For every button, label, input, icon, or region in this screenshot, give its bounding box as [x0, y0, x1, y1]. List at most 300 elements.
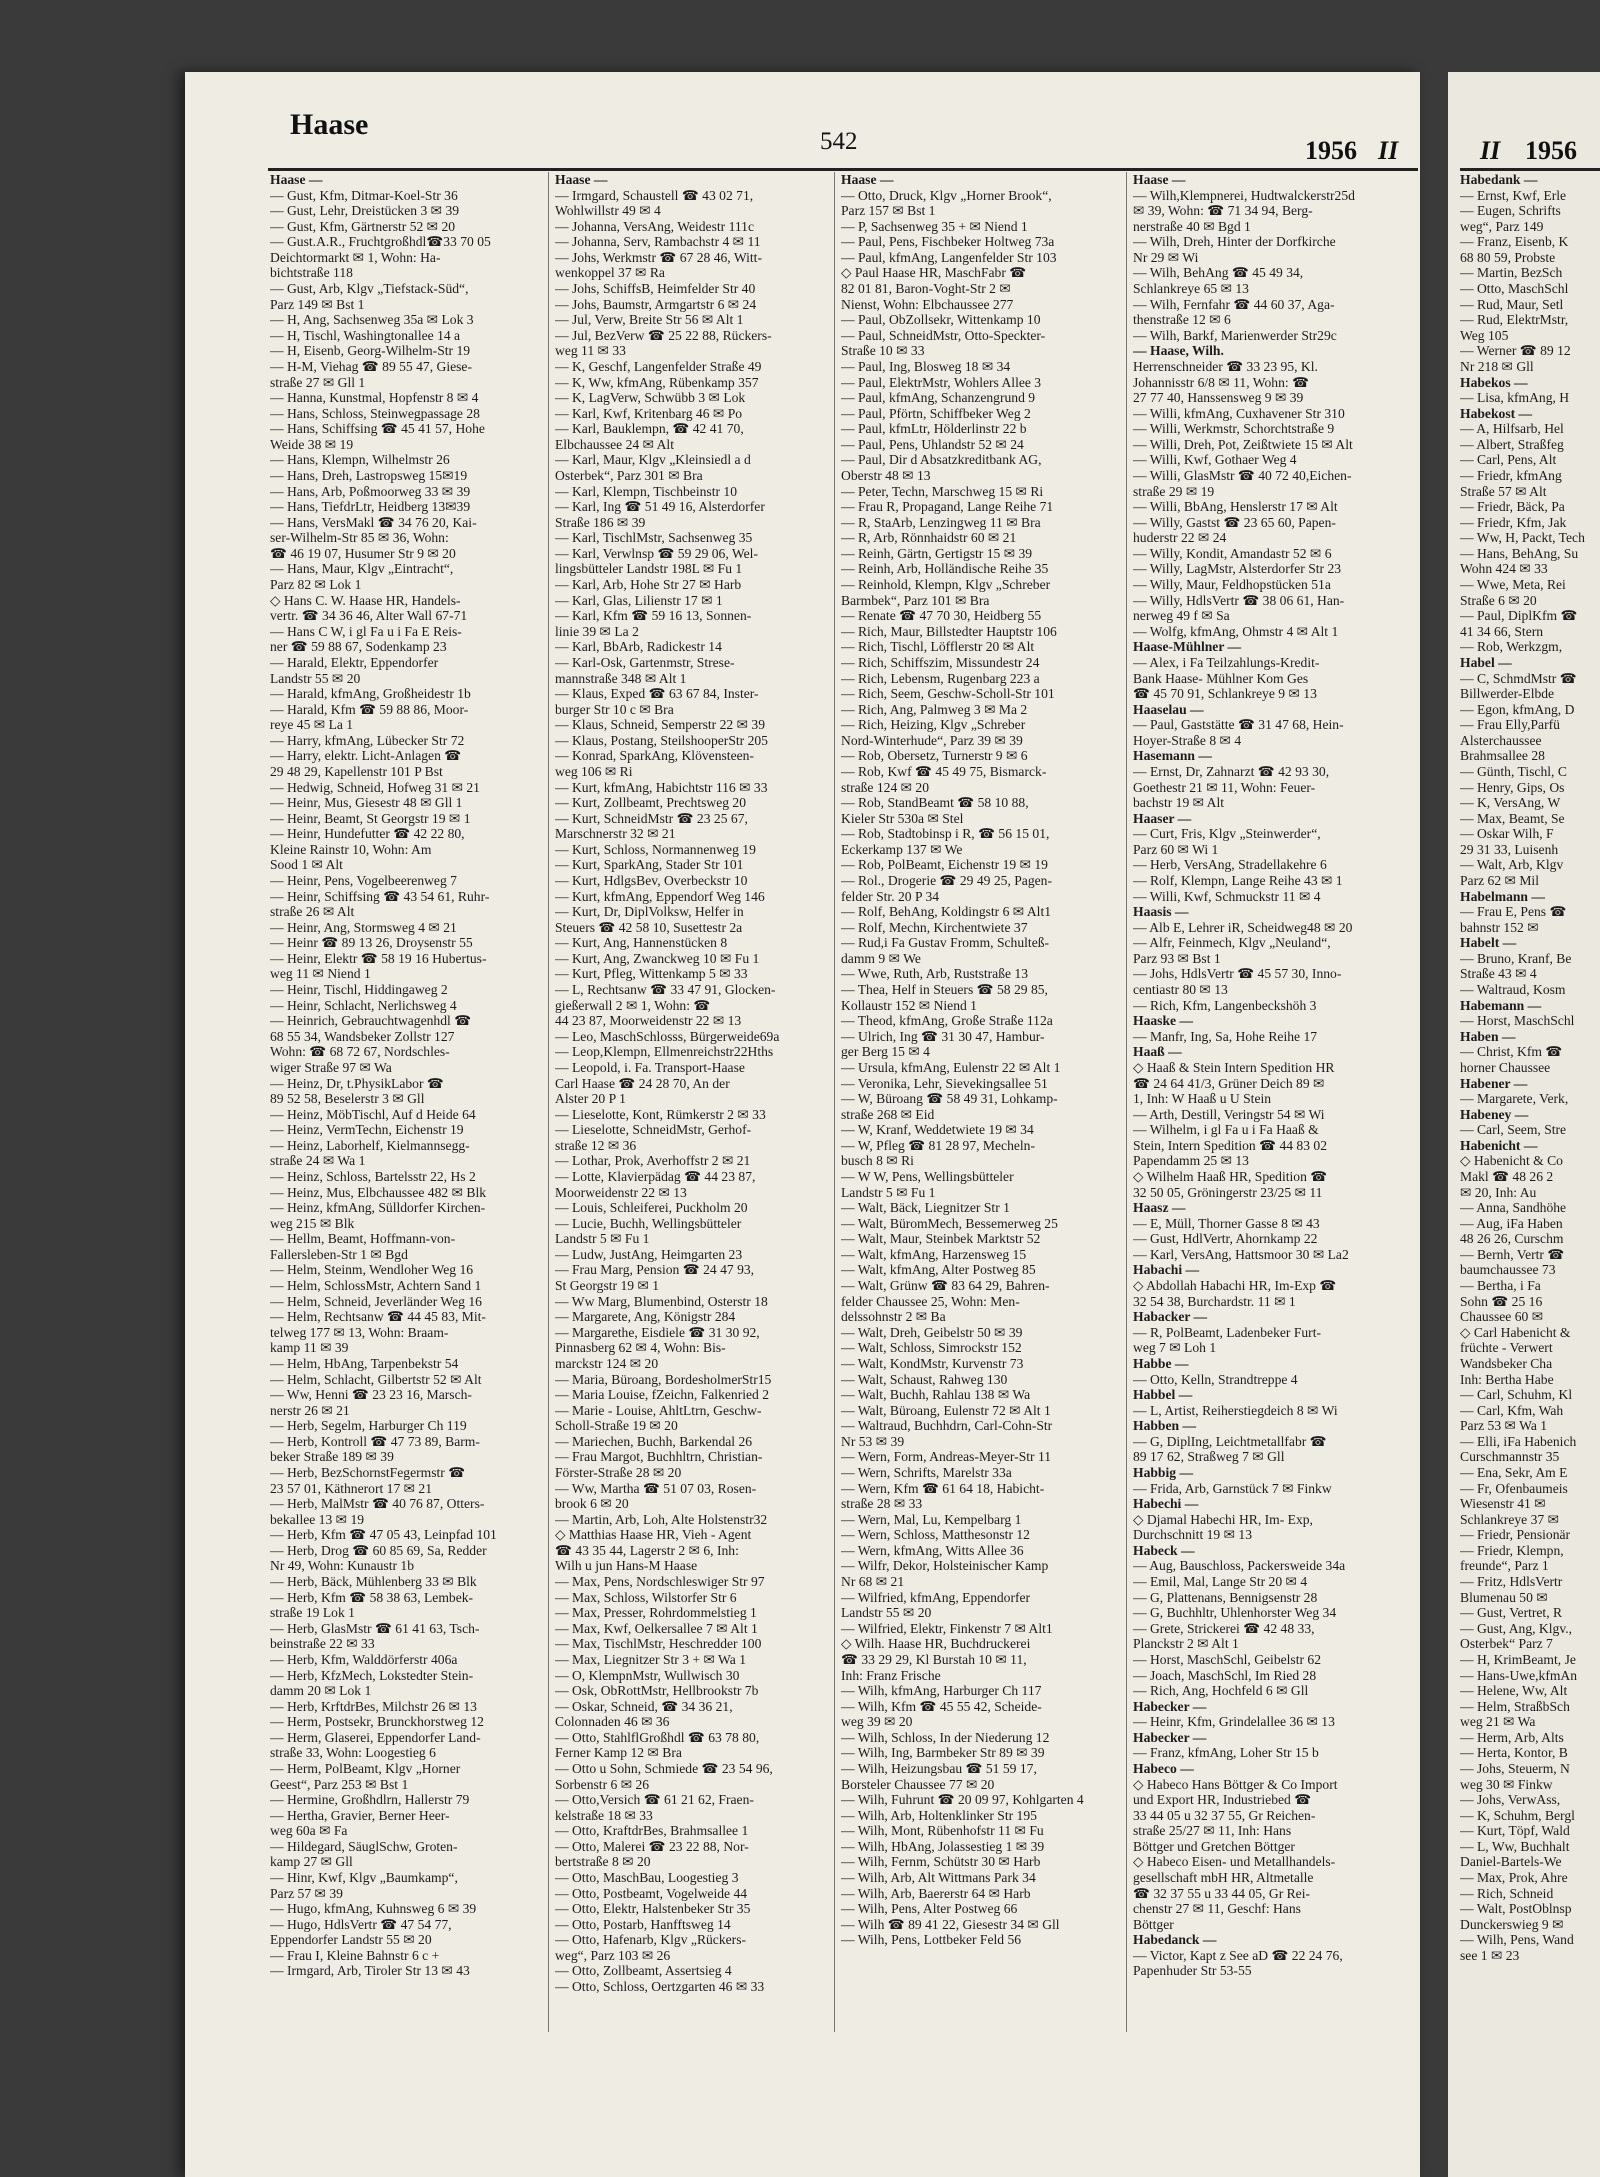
directory-entry-line: — Hans, VersMakl ☎ 34 76 20, Kai- — [270, 514, 477, 530]
directory-entry-line: — Johs, HdlsVertr ☎ 45 57 30, Inno- — [1133, 966, 1342, 982]
directory-entry-line: Hoyer-Straße 8 ✉ 4 — [1133, 732, 1242, 748]
directory-entry-line: — Rich, Schneid — [1460, 1885, 1554, 1901]
directory-entry-line: — Otto, Druck, Klgv „Horner Brook“, — [841, 187, 1052, 203]
directory-entry-line: ◇ Matthias Haase HR, Vieh - Agent — [555, 1527, 752, 1543]
directory-entry-line: 32 50 05, Gröningerstr 23/25 ✉ 11 — [1133, 1184, 1323, 1200]
directory-entry-line: — Lucie, Buchh, Wellingsbütteler — [555, 1215, 742, 1231]
directory-entry-line: — Heinz, Mus, Elbchaussee 482 ✉ Blk — [270, 1184, 487, 1200]
directory-entry-line: — Heinr, Schlacht, Nerlichsweg 4 — [270, 997, 457, 1013]
directory-entry-line: weg“, Parz 103 ✉ 26 — [555, 1947, 671, 1963]
directory-entry-line: — Henry, Gips, Os — [1460, 779, 1565, 795]
column-divider — [834, 172, 835, 2032]
directory-entry-line: straße 12 ✉ 36 — [555, 1137, 637, 1153]
directory-entry-line: — Thea, Helf in Steuers ☎ 58 29 85, — [841, 982, 1048, 998]
directory-entry-line: Haase — — [555, 172, 608, 187]
directory-entry-line: — Rolf, Klempn, Lange Reihe 43 ✉ 1 — [1133, 873, 1343, 889]
directory-entry-line: ☎ 24 64 41/3, Grüner Deich 89 ✉ — [1133, 1075, 1325, 1091]
directory-entry-line: — Hans, Dreh, Lastropsweg 15✉19 — [270, 467, 468, 483]
directory-entry-line: Parz 157 ✉ Bst 1 — [841, 203, 936, 219]
directory-entry-line: bachstr 19 ✉ Alt — [1133, 795, 1225, 811]
directory-entry-line: Haase — — [270, 172, 323, 187]
directory-entry-line: — Willi, Dreh, Pot, Zeißtwiete 15 ✉ Alt — [1133, 436, 1353, 452]
directory-entry-line: — Harry, kfmAng, Lübecker Str 72 — [270, 732, 465, 748]
directory-entry-line: centiastr 80 ✉ 13 — [1133, 982, 1228, 998]
directory-entry-line: — Karl, Maur, Klgv „Kleinsiedl a d — [555, 452, 751, 468]
directory-entry-line: — Herb, Drog ☎ 60 85 69, Sa, Redder — [270, 1542, 487, 1558]
directory-entry-line: — Hanna, Kunstmal, Hopfenstr 8 ✉ 4 — [270, 390, 479, 406]
directory-entry-line: — Hans, Arb, Poßmoorweg 33 ✉ 39 — [270, 483, 471, 499]
directory-entry-line: Kleine Rainstr 10, Wohn: Am — [270, 841, 432, 857]
directory-entry-line: — Osk, ObRottMstr, Hellbrookstr 7b — [555, 1683, 759, 1699]
directory-entry-line: — Joach, MaschSchl, Im Ried 28 — [1133, 1667, 1317, 1683]
directory-entry-line: burger Str 10 c ✉ Bra — [555, 701, 674, 717]
directory-entry-line: Parz 149 ✉ Bst 1 — [270, 296, 365, 312]
directory-entry-line: — Reinhold, Klempn, Klgv „Schreber — [841, 577, 1051, 593]
directory-entry-line: ☎ 46 19 07, Husumer Str 9 ✉ 20 — [270, 545, 456, 561]
directory-entry-line: — R, StaArb, Lenzingweg 11 ✉ Bra — [841, 514, 1041, 530]
directory-entry-line: — Willi, kfmAng, Cuxhavener Str 310 — [1133, 405, 1345, 421]
directory-entry-line: Durchschnitt 19 ✉ 13 — [1133, 1527, 1252, 1543]
directory-entry-line: — Waltraud, Kosm — [1460, 982, 1566, 998]
directory-entry-line: — K, Schuhm, Bergl — [1460, 1807, 1575, 1823]
directory-entry-line: — Bertha, i Fa — [1460, 1278, 1541, 1294]
directory-entry-line: — Rud, ElektrMstr, — [1460, 312, 1569, 328]
directory-entry-line: — Margarete, Ang, Königstr 284 — [555, 1309, 736, 1325]
directory-entry-line: — Max, Liegnitzer Str 3 + ✉ Wa 1 — [555, 1651, 746, 1667]
directory-entry-line: — Manfr, Ing, Sa, Hohe Reihe 17 — [1133, 1028, 1318, 1044]
directory-entry-line: — Heinr, Hundefutter ☎ 42 22 80, — [270, 826, 465, 842]
directory-entry-line: nerstraße 40 ✉ Bgd 1 — [1133, 218, 1251, 234]
directory-entry-line: — Horst, MaschSchl, Geibelstr 62 — [1133, 1651, 1322, 1667]
directory-entry-line: — Wilh, Pens, Lottbeker Feld 56 — [841, 1932, 1022, 1948]
directory-entry-line: Borsteler Chaussee 77 ✉ 20 — [841, 1776, 995, 1792]
directory-entry-line: damm 9 ✉ We — [841, 950, 921, 966]
directory-entry-line: Haase-Mühlner — — [1133, 639, 1242, 655]
directory-entry-line: — Ena, Sekr, Am E — [1460, 1464, 1568, 1480]
directory-entry-line: ◇ Habenicht & Co — [1460, 1153, 1563, 1169]
directory-entry-line: — Herta, Kontor, B — [1460, 1745, 1568, 1761]
directory-entry-line: — Herm, PolBeamt, Klgv „Horner — [270, 1760, 461, 1776]
directory-entry-line: — Werner ☎ 89 12 — [1460, 343, 1571, 359]
column-divider — [1126, 172, 1127, 2032]
directory-entry-line: Habbel — — [1133, 1387, 1193, 1403]
directory-entry-line: — Heinr, Pens, Vogelbeerenweg 7 — [270, 873, 457, 889]
directory-entry-line: — Marie - Louise, AhltLtrn, Geschw- — [555, 1402, 762, 1418]
directory-entry-line: Oberstr 48 ✉ 13 — [841, 467, 931, 483]
directory-entry-line: Brahmsallee 28 — [1460, 748, 1545, 764]
directory-entry-line: Straße 43 ✉ 4 — [1460, 966, 1537, 982]
directory-entry-line: — Rud,i Fa Gustav Fromm, Schulteß- — [841, 935, 1050, 951]
directory-entry-line: — Frau R, Propagand, Lange Reihe 71 — [841, 499, 1054, 515]
directory-entry-line: — Paul, kfmAng, Schanzengrund 9 — [841, 390, 1036, 406]
directory-entry-line: — Alex, i Fa Teilzahlungs-Kredit- — [1133, 654, 1320, 670]
directory-entry-line: ◇ Haaß & Stein Intern Spedition HR — [1133, 1059, 1335, 1075]
directory-entry-line: — Otto, Elektr, Halstenbeker Str 35 — [555, 1901, 751, 1917]
directory-column-2 — [555, 172, 827, 1995]
directory-entry-line: — Lothar, Prok, Averhoffstr 2 ✉ 21 — [555, 1153, 751, 1169]
directory-entry-line: — Hertha, Gravier, Berner Heer- — [270, 1807, 450, 1823]
directory-entry-line: — Max, Schloss, Wilstorfer Str 6 — [555, 1589, 737, 1605]
directory-entry-line: — Wilh, Fuhrunt ☎ 20 09 97, Kohlgarten 4 — [841, 1792, 1084, 1808]
directory-entry-line: — Rol., Drogerie ☎ 29 49 25, Pagen- — [841, 873, 1052, 889]
directory-entry-line: — Karl, Bauklempn, ☎ 42 41 70, — [555, 421, 744, 437]
directory-entry-line: Sorbenstr 6 ✉ 26 — [555, 1776, 650, 1792]
directory-entry-line: — Albert, Straßfeg — [1460, 436, 1564, 452]
directory-entry-line: Barmbek“, Parz 101 ✉ Bra — [841, 592, 990, 608]
directory-entry-line: 27 77 40, Hanssensweg 9 ✉ 39 — [1133, 390, 1304, 406]
directory-entry-line: — Walt, Büroang, Eulenstr 72 ✉ Alt 1 — [841, 1402, 1051, 1418]
directory-entry-line: 48 26 26, Curschm — [1460, 1231, 1564, 1247]
directory-entry-line: Blumenau 50 ✉ — [1460, 1589, 1548, 1605]
directory-entry-line: Marschnerstr 32 ✉ 21 — [555, 826, 676, 842]
next-page-year: 1956 — [1525, 136, 1577, 165]
directory-entry-line: — P, Sachsenweg 35 + ✉ Niend 1 — [841, 218, 1028, 234]
directory-entry-line: brook 6 ✉ 20 — [555, 1496, 629, 1512]
directory-entry-line: — Friedr, Pensionär — [1460, 1527, 1571, 1543]
directory-entry-line: — Wwe, Ruth, Arb, Ruststraße 13 — [841, 966, 1029, 982]
directory-entry-line: Habel — — [1460, 654, 1512, 670]
directory-entry-line: 44 23 87, Moorweidenstr 22 ✉ 13 — [555, 1013, 742, 1029]
directory-entry-line: — Friedr, Klempn, — [1460, 1542, 1564, 1558]
directory-entry-line: — Hans, BehAng, Su — [1460, 545, 1579, 561]
directory-entry-line: — Paul, Pens, Uhlandstr 52 ✉ 24 — [841, 436, 1024, 452]
directory-entry-line: — G, Plattenans, Bennigsenstr 28 — [1133, 1589, 1318, 1605]
directory-entry-line: Alster 20 P 1 — [555, 1091, 626, 1107]
directory-entry-line: weg 7 ✉ Loh 1 — [1133, 1340, 1217, 1356]
directory-entry-line: ◇ Hans C. W. Haase HR, Handels- — [270, 592, 461, 608]
directory-entry-line: — G, DiplIng, Leichtmetallfabr ☎ — [1133, 1433, 1327, 1449]
directory-entry-line: — Klaus, Exped ☎ 63 67 84, Inster- — [555, 686, 759, 702]
directory-entry-line: — Kurt, Ang, Hannenstücken 8 — [555, 935, 728, 951]
directory-entry-line: St Georgstr 19 ✉ 1 — [555, 1278, 660, 1294]
directory-entry-line: Habedanck — — [1133, 1932, 1217, 1948]
directory-entry-line: — Aug, iFa Haben — [1460, 1215, 1563, 1231]
directory-entry-line: ☎ 33 29 29, Kl Burstah 10 ✉ 11, — [841, 1651, 1027, 1667]
directory-entry-line: — Gust, Vertret, R — [1460, 1605, 1563, 1621]
directory-entry-line: — Johanna, Serv, Rambachstr 4 ✉ 11 — [555, 234, 761, 250]
directory-entry-line: — Heinz, Dr, t.PhysikLabor ☎ — [270, 1075, 444, 1091]
directory-entry-line: — Maria, Büroang, BordesholmerStr15 — [555, 1371, 772, 1387]
directory-entry-line: — Wwe, Meta, Rei — [1460, 577, 1566, 593]
directory-entry-line: telweg 177 ✉ 13, Wohn: Braam- — [270, 1324, 449, 1340]
directory-entry-line: — Kurt, HdlgsBev, Overbeckstr 10 — [555, 873, 748, 889]
directory-entry-line: — Lieselotte, SchneidMstr, Gerhof- — [555, 1122, 752, 1138]
directory-entry-line: — Wern, kfmAng, Witts Allee 36 — [841, 1542, 1024, 1558]
directory-entry-line: — Maria Louise, fZeichn, Falkenried 2 — [555, 1387, 770, 1403]
directory-entry-line: — Otto,Versich ☎ 61 21 62, Fraen- — [555, 1792, 754, 1808]
directory-entry-line: — Wern, Form, Andreas-Meyer-Str 11 — [841, 1449, 1052, 1465]
directory-entry-line: — Heinr ☎ 89 13 26, Droysenstr 55 — [270, 935, 473, 951]
directory-entry-line: — Willy, Gastst ☎ 23 65 60, Papen- — [1133, 514, 1336, 530]
directory-entry-line: — Martin, Arb, Loh, Alte Holstenstr32 — [555, 1511, 768, 1527]
directory-entry-line: straße 25/27 ✉ 11, Inh: Hans — [1133, 1823, 1292, 1839]
directory-entry-line: — Max, Presser, Rohrdommelstieg 1 — [555, 1605, 757, 1621]
directory-entry-line: — Johs, Baumstr, Armgartstr 6 ✉ 24 — [555, 296, 757, 312]
directory-entry-line: — Friedr, Kfm, Jak — [1460, 514, 1567, 530]
directory-entry-line: — Rob, Obersetz, Turnerstr 9 ✉ 6 — [841, 748, 1028, 764]
directory-entry-line: — Otto, Zollbeamt, Assertsieg 4 — [555, 1963, 732, 1979]
directory-entry-line: — Gust, Kfm, Gärtnerstr 52 ✉ 20 — [270, 218, 456, 234]
directory-entry-line: wenkoppel 37 ✉ Ra — [555, 265, 665, 281]
directory-entry-line: — Otto, Postarb, Hanfftsweg 14 — [555, 1916, 731, 1932]
directory-entry-line: weg 215 ✉ Blk — [270, 1215, 355, 1231]
directory-entry-line: — O, KlempnMstr, Wullwisch 30 — [555, 1667, 740, 1683]
directory-entry-line: — Arth, Destill, Veringstr 54 ✉ Wi — [1133, 1106, 1325, 1122]
directory-entry-line: — Louis, Schleiferei, Puckholm 20 — [555, 1200, 748, 1216]
directory-entry-line: ser-Wilhelm-Str 85 ✉ 36, Wohn: — [270, 530, 449, 546]
directory-entry-line: — Harald, Kfm ☎ 59 88 86, Moor- — [270, 701, 469, 717]
directory-entry-line: Papenhuder Str 53-55 — [1133, 1963, 1252, 1979]
directory-entry-line: busch 8 ✉ Ri — [841, 1153, 914, 1169]
directory-entry-line: weg 11 ✉ 33 — [555, 343, 626, 359]
directory-entry-line: — Wilh ☎ 89 41 22, Giesestr 34 ✉ Gll — [841, 1916, 1060, 1932]
directory-entry-line: — Walt, KondMstr, Kurvenstr 73 — [841, 1355, 1024, 1371]
directory-entry-line: — Otto, KraftdrBes, Brahmsallee 1 — [555, 1823, 749, 1839]
directory-entry-line: ◇ Paul Haase HR, MaschFabr ☎ — [841, 265, 1027, 281]
directory-entry-line: — Wilh, HbAng, Jolassestieg 1 ✉ 39 — [841, 1838, 1045, 1854]
directory-entry-line: — Heinz, Schloss, Bartelsstr 22, Hs 2 — [270, 1169, 476, 1184]
directory-entry-line: Habedank — — [1460, 172, 1538, 187]
directory-entry-line: — Heinz, MöbTischl, Auf d Heide 64 — [270, 1106, 476, 1122]
directory-entry-line: — Max, Kwf, Oelkersallee 7 ✉ Alt 1 — [555, 1620, 758, 1636]
directory-entry-line: Haaske — — [1133, 1013, 1194, 1029]
directory-entry-line: — Hildegard, SäuglSchw, Groten- — [270, 1838, 458, 1854]
directory-entry-line: Wandsbeker Cha — [1460, 1355, 1553, 1371]
directory-entry-line: — Walt, Schaust, Rahweg 130 — [841, 1371, 1008, 1387]
directory-entry-line: weg 11 ✉ Niend 1 — [270, 966, 371, 982]
directory-entry-line: lingsbütteler Landstr 198L ✉ Fu 1 — [555, 561, 743, 577]
directory-entry-line: — Ernst, Kwf, Erle — [1460, 187, 1567, 203]
directory-entry-line: — Alfr, Feinmech, Klgv „Neuland“, — [1133, 935, 1331, 951]
directory-column-next-page — [1460, 172, 1600, 1963]
directory-entry-line: Habecker — — [1133, 1698, 1207, 1714]
directory-entry-line: Dunckerswieg 9 ✉ — [1460, 1916, 1564, 1932]
directory-entry-line: — Paul, Ing, Blosweg 18 ✉ 34 — [841, 358, 1011, 374]
directory-entry-line: 82 01 81, Baron-Voght-Str 2 ✉ — [841, 281, 1011, 297]
header-rule — [268, 168, 1418, 171]
directory-entry-line: Habbig — — [1133, 1464, 1194, 1480]
directory-entry-line: — Christ, Kfm ☎ — [1460, 1044, 1563, 1060]
directory-entry-line: 33 44 05 u 32 37 55, Gr Reichen- — [1133, 1807, 1316, 1823]
directory-entry-line: — Hans C W, i gl Fa u i Fa E Reis- — [270, 623, 462, 639]
directory-entry-line: — Wilh, Arb, Alt Wittmans Park 34 — [841, 1870, 1036, 1886]
directory-entry-line: Johannisstr 6/8 ✉ 11, Wohn: ☎ — [1133, 374, 1310, 390]
directory-entry-line: linie 39 ✉ La 2 — [555, 623, 639, 639]
directory-entry-line: — Paul, SchneidMstr, Otto-Speckter- — [841, 327, 1046, 343]
directory-entry-line: ger Berg 15 ✉ 4 — [841, 1044, 930, 1060]
directory-entry-line: Nr 218 ✉ Gll — [1460, 358, 1534, 374]
directory-entry-line: felder Str. 20 P 34 — [841, 888, 940, 904]
directory-entry-line: — Hugo, kfmAng, Kuhnsweg 6 ✉ 39 — [270, 1901, 477, 1917]
directory-entry-line: ◇ Djamal Habechi HR, Im- Exp, — [1133, 1511, 1313, 1527]
directory-entry-line: — Wilh, Fernfahr ☎ 44 60 37, Aga- — [1133, 296, 1335, 312]
directory-entry-line: — Herb, Kfm ☎ 47 05 43, Leinpfad 101 — [270, 1527, 497, 1543]
directory-entry-line: — Otto, Malerei ☎ 23 22 88, Nor- — [555, 1838, 749, 1854]
directory-entry-line: Haase — — [1133, 172, 1186, 187]
directory-entry-line: 89 52 58, Beselerstr 3 ✉ Gll — [270, 1091, 425, 1107]
directory-entry-line: — Johs, Steuerm, N — [1460, 1760, 1570, 1776]
directory-entry-line: — Willi, GlasMstr ☎ 40 72 40,Eichen- — [1133, 467, 1352, 483]
directory-entry-line: — Gust, Lehr, Dreistücken 3 ✉ 39 — [270, 203, 460, 219]
directory-entry-line: Habekos — — [1460, 374, 1528, 390]
directory-entry-line: — Wilfr, Dekor, Holsteinischer Kamp — [841, 1558, 1049, 1574]
directory-entry-line: marckstr 124 ✉ 20 — [555, 1355, 659, 1371]
running-head-part: II — [1378, 136, 1399, 165]
directory-entry-line: ◇ Wilh. Haase HR, Buchdruckerei — [841, 1636, 1031, 1652]
directory-entry-line: — Wolfg, kfmAng, Ohmstr 4 ✉ Alt 1 — [1133, 623, 1339, 639]
directory-entry-line: see 1 ✉ 23 — [1460, 1947, 1520, 1963]
directory-entry-line: Haasz — — [1133, 1200, 1186, 1216]
directory-entry-line: Habechi — — [1133, 1496, 1199, 1512]
directory-entry-line: — Wilhelm, i gl Fa u i Fa Haaß & — [1133, 1122, 1319, 1138]
directory-entry-line: Wohn: ☎ 68 72 67, Nordschles- — [270, 1044, 450, 1060]
directory-entry-line: — Victor, Kapt z See aD ☎ 22 24 76, — [1133, 1947, 1343, 1963]
directory-entry-line: bertstraße 8 ✉ 20 — [555, 1854, 651, 1870]
directory-entry-line: — A, Hilfsarb, Hel — [1460, 421, 1564, 437]
directory-entry-line: — Irmgard, Arb, Tiroler Str 13 ✉ 43 — [270, 1963, 470, 1979]
directory-entry-line: ☎ 43 35 44, Lagerstr 2 ✉ 6, Inh: — [555, 1542, 739, 1558]
directory-entry-line: — Rich, Ang, Hochfeld 6 ✉ Gll — [1133, 1683, 1309, 1699]
directory-entry-line: baumchaussee 73 — [1460, 1262, 1556, 1278]
directory-entry-line: — Willy, Kondit, Amandastr 52 ✉ 6 — [1133, 545, 1332, 561]
directory-entry-line: — Herb, MalMstr ☎ 40 76 87, Otters- — [270, 1496, 485, 1512]
directory-entry-line: — Wilh, Heizungsbau ☎ 51 59 17, — [841, 1760, 1037, 1776]
directory-entry-line: — Kurt, Töpf, Wald — [1460, 1823, 1570, 1839]
directory-entry-line: — Kurt, SchneidMstr ☎ 23 25 67, — [555, 810, 748, 826]
directory-entry-line: Landstr 55 ✉ 20 — [270, 670, 361, 686]
directory-entry-line: — Heinr, Kfm, Grindelallee 36 ✉ 13 — [1133, 1714, 1335, 1730]
next-page-header-rule — [1460, 168, 1600, 171]
directory-entry-line: — Grete, Strickerei ☎ 42 48 33, — [1133, 1620, 1315, 1636]
directory-entry-line: — Kurt, kfmAng, Habichtstr 116 ✉ 33 — [555, 779, 768, 795]
directory-entry-line: — Paul, Pens, Fischbeker Holtweg 73a — [841, 234, 1055, 250]
directory-entry-line: — Karl, Kfm ☎ 59 16 13, Sonnen- — [555, 608, 752, 624]
directory-entry-line: — Helm, HbAng, Tarpenbekstr 54 — [270, 1355, 459, 1371]
directory-entry-line: Inh: Franz Frische — [841, 1667, 941, 1683]
directory-entry-line: Carl Haase ☎ 24 28 70, An der — [555, 1075, 730, 1091]
directory-entry-line: Parz 57 ✉ 39 — [270, 1885, 343, 1901]
directory-entry-line: — Konrad, SparkAng, Klövensteen- — [555, 748, 754, 764]
directory-entry-line: — Leo, MaschSchlosss, Bürgerweide69a — [555, 1028, 780, 1044]
directory-entry-line: — Heinr, Beamt, St Georgstr 19 ✉ 1 — [270, 810, 471, 826]
directory-entry-line: 1, Inh: W Haaß u U Stein — [1133, 1091, 1272, 1107]
directory-entry-line: — Helm, Rechtsanw ☎ 44 45 83, Mit- — [270, 1309, 486, 1325]
directory-entry-line: — Herb, Segelm, Harburger Ch 119 — [270, 1418, 467, 1434]
directory-entry-line: — Anna, Sandhöhe — [1460, 1200, 1567, 1216]
directory-entry-line: Planckstr 2 ✉ Alt 1 — [1133, 1636, 1239, 1652]
directory-entry-line: — Herb, BezSchornstFegermstr ☎ — [270, 1464, 466, 1480]
directory-entry-line: — Heinz, Laborhelf, Kielmannsegg- — [270, 1137, 470, 1153]
page-number: 542 — [820, 128, 858, 155]
directory-entry-line: — Karl, Arb, Hohe Str 27 ✉ Harb — [555, 577, 742, 593]
directory-entry-line: — Fritz, HdlsVertr — [1460, 1574, 1563, 1590]
directory-entry-line: — Hans, TiefdrLtr, Heidberg 13✉39 — [270, 499, 471, 515]
directory-entry-line: — H, Tischl, Washingtonallee 14 a — [270, 327, 461, 343]
directory-entry-line: — Jul, Verw, Breite Str 56 ✉ Alt 1 — [555, 312, 744, 328]
directory-entry-line: — Bernh, Vertr ☎ — [1460, 1246, 1565, 1262]
directory-entry-line: — R, Arb, Rönnhaidstr 60 ✉ 21 — [841, 530, 1017, 546]
directory-entry-line: — Ww, Martha ☎ 51 07 03, Rosen- — [555, 1480, 757, 1496]
directory-entry-line: damm 20 ✉ Lok 1 — [270, 1683, 372, 1699]
directory-entry-line: — Franz, Eisenb, K — [1460, 234, 1569, 250]
directory-entry-line: 29 31 33, Luisenh — [1460, 841, 1559, 857]
directory-entry-line: vertr. ☎ 34 36 46, Alter Wall 67-71 — [270, 608, 468, 624]
directory-entry-line: — Rich, Tischl, Löfflerstr 20 ✉ Alt — [841, 639, 1035, 655]
directory-entry-line: — Willy, Maur, Feldhopstücken 51a — [1133, 577, 1331, 593]
directory-entry-line: — Herm, Glaserei, Eppendorfer Land- — [270, 1729, 481, 1745]
directory-entry-line: freunde“, Parz 1 — [1460, 1558, 1549, 1574]
directory-entry-line: Parz 62 ✉ Mil — [1460, 873, 1539, 889]
directory-entry-line: — Wilfried, kfmAng, Eppendorfer — [841, 1589, 1031, 1605]
directory-entry-line: Osterbek“, Parz 301 ✉ Bra — [555, 467, 703, 483]
directory-entry-line: — Karl, Klempn, Tischbeinstr 10 — [555, 483, 738, 499]
directory-entry-line: — Ludw, JustAng, Heimgarten 23 — [555, 1246, 743, 1262]
directory-entry-line: 89 17 62, Straßweg 7 ✉ Gll — [1133, 1449, 1285, 1465]
directory-entry-line: — Walt, Grünw ☎ 83 64 29, Bahren- — [841, 1278, 1050, 1294]
directory-entry-line: — Max, Pens, Nordschleswiger Str 97 — [555, 1574, 765, 1590]
directory-entry-line: — Ww, H, Packt, Tech — [1460, 530, 1585, 546]
directory-entry-line: — Frau Marg, Pension ☎ 24 47 93, — [555, 1262, 755, 1278]
directory-entry-line: weg 39 ✉ 20 — [841, 1714, 913, 1730]
directory-entry-line: Nienst, Wohn: Elbchaussee 277 — [841, 296, 1014, 312]
directory-entry-line: — Karl, VersAng, Hattsmoor 30 ✉ La2 — [1133, 1246, 1349, 1262]
directory-entry-line: — Frau I, Kleine Bahnstr 6 c + — [270, 1947, 440, 1963]
directory-entry-line: — Rolf, Mechn, Kirchentwiete 37 — [841, 919, 1028, 935]
directory-entry-line: — Horst, MaschSchl — [1460, 1013, 1575, 1029]
directory-entry-line: ✉ 39, Wohn: ☎ 71 34 94, Berg- — [1133, 203, 1313, 219]
directory-entry-line: Habacker — — [1133, 1309, 1208, 1325]
directory-entry-line: — Hans-Uwe,kfmAn — [1460, 1667, 1578, 1683]
directory-column-3 — [841, 172, 1117, 1948]
directory-entry-line: — Max, Beamt, Se — [1460, 810, 1565, 826]
next-page-part: II — [1480, 136, 1501, 165]
directory-entry-line: felder Chaussee 25, Wohn: Men- — [841, 1293, 1020, 1309]
directory-entry-line: — Renate ☎ 47 70 30, Heidberg 55 — [841, 608, 1042, 624]
directory-entry-line: — Otto u Sohn, Schmiede ☎ 23 54 96, — [555, 1760, 773, 1776]
directory-entry-line: — Herb, Kfm ☎ 58 38 63, Lembek- — [270, 1589, 474, 1605]
directory-entry-line: Nr 29 ✉ Wi — [1133, 249, 1199, 265]
directory-entry-line: Eppendorfer Landstr 55 ✉ 20 — [270, 1932, 432, 1948]
directory-entry-line: Herrenschneider ☎ 33 23 95, Kl. — [1133, 358, 1318, 374]
directory-entry-line: — Fr, Ofenbaumeis — [1460, 1480, 1568, 1496]
directory-entry-line: delssohnstr 2 ✉ Ba — [841, 1309, 946, 1325]
directory-entry-line: straße 24 ✉ Wa 1 — [270, 1153, 366, 1169]
directory-entry-line: — H-M, Viehag ☎ 89 55 47, Giese- — [270, 358, 472, 374]
directory-entry-line: — Harald, kfmAng, Großheidestr 1b — [270, 686, 471, 702]
directory-entry-line: thenstraße 12 ✉ 6 — [1133, 312, 1231, 328]
directory-entry-line: — Hans, Maur, Klgv „Eintracht“, — [270, 561, 454, 577]
directory-entry-line: 68 55 34, Wandsbeker Zollstr 127 — [270, 1028, 455, 1044]
directory-entry-line: ☎ 32 37 55 u 33 44 05, Gr Rei- — [1133, 1885, 1311, 1901]
directory-entry-line: — Karl-Osk, Gartenmstr, Strese- — [555, 654, 735, 670]
directory-entry-line: Habbe — — [1133, 1355, 1189, 1371]
directory-entry-line: — Wern, Kfm ☎ 61 64 18, Habicht- — [841, 1480, 1045, 1496]
directory-entry-line: Weide 38 ✉ 19 — [270, 436, 354, 452]
directory-entry-line: — Rob, PolBeamt, Eichenstr 19 ✉ 19 — [841, 857, 1048, 873]
directory-entry-line: — Harry, elektr. Licht-Anlagen ☎ — [270, 748, 462, 764]
directory-entry-line: — Hinr, Kwf, Klgv „Baumkamp“, — [270, 1870, 458, 1886]
directory-entry-line: — Ulrich, Ing ☎ 31 30 47, Hambur- — [841, 1028, 1045, 1044]
directory-entry-line: gesellschaft mbH HR, Altmetalle — [1133, 1870, 1314, 1886]
directory-entry-line: Stein, Intern Spedition ☎ 44 83 02 — [1133, 1137, 1328, 1153]
directory-entry-line: Habelt — — [1460, 935, 1517, 951]
directory-entry-line: — Mariechen, Buchh, Barkendal 26 — [555, 1433, 753, 1449]
directory-entry-line: — Ursula, kfmAng, Eulenstr 22 ✉ Alt 1 — [841, 1059, 1061, 1075]
directory-entry-line: Billwerder-Elbde — [1460, 686, 1555, 702]
directory-entry-line: nerweg 49 f ✉ Sa — [1133, 608, 1230, 624]
directory-entry-line: — Herb, Bäck, Mühlenberg 33 ✉ Blk — [270, 1574, 477, 1590]
directory-entry-line: Steuers ☎ 42 58 10, Susettestr 2a — [555, 919, 743, 935]
